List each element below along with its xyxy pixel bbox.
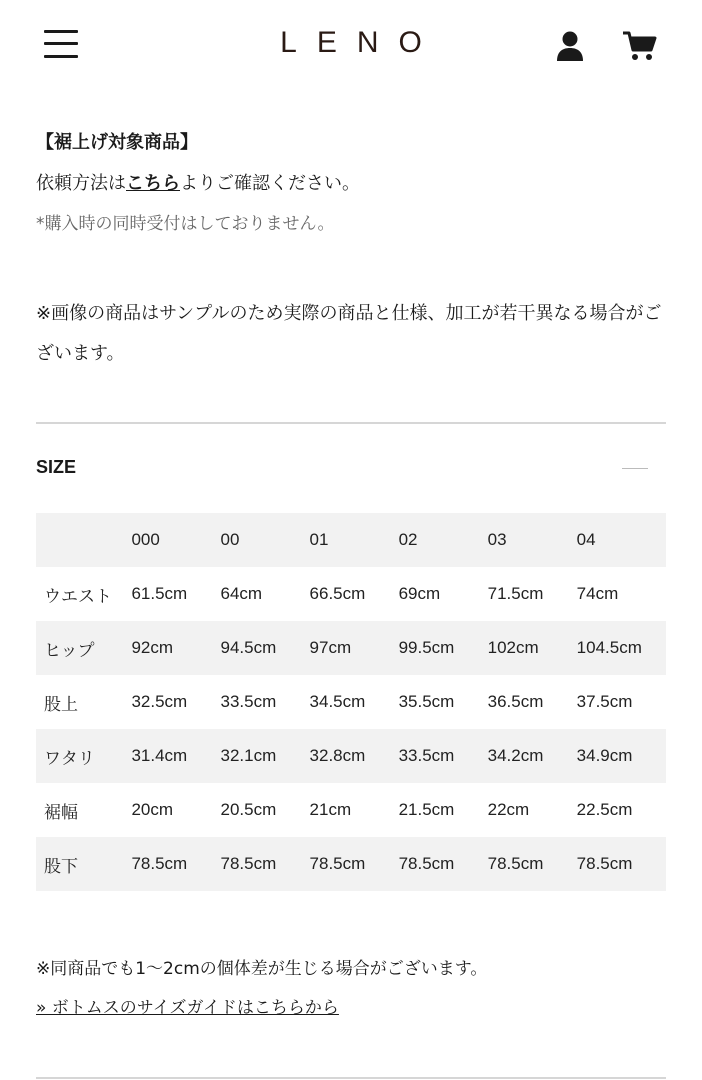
sample-disclaimer: ※画像の商品はサンプルのため実際の商品と仕様、加工が若干異なる場合がございます。: [36, 303, 662, 364]
size-section-heading[interactable]: SIZE: [36, 457, 77, 477]
table-cell: 33.5cm: [399, 729, 488, 783]
request-prefix: 依頼方法は: [36, 173, 126, 194]
size-guide-link[interactable]: » ボトムスのサイズガイドはこちらから: [36, 998, 339, 1018]
row-label: 股下: [36, 837, 131, 891]
hem-target-title: 【裾上げ対象商品】: [36, 132, 198, 153]
row-label: ヒップ: [36, 621, 131, 675]
table-cell: 34.2cm: [488, 729, 577, 783]
table-cell: 66.5cm: [309, 584, 366, 603]
section-divider: [36, 422, 666, 424]
table-cell: 31.4cm: [131, 729, 220, 783]
section-divider: [36, 1077, 666, 1079]
size-column-header: 03: [488, 513, 577, 567]
row-label: 股上: [44, 694, 78, 715]
table-cell: 78.5cm: [220, 837, 309, 891]
table-cell: 20.5cm: [220, 800, 277, 819]
table-cell: 34.5cm: [309, 692, 366, 711]
table-cell: 94.5cm: [220, 621, 309, 675]
user-icon[interactable]: [555, 30, 585, 62]
size-table-corner: [36, 513, 131, 567]
row-label: ウエスト: [44, 586, 112, 607]
table-cell: 102cm: [488, 621, 577, 675]
table-cell: 21.5cm: [398, 800, 455, 819]
table-cell: 22.5cm: [576, 800, 633, 819]
size-column-header: 000: [131, 513, 220, 567]
request-method-link[interactable]: こちら: [126, 173, 180, 194]
size-column-header: 00: [220, 513, 309, 567]
table-cell: 33.5cm: [220, 692, 277, 711]
table-cell: 97cm: [310, 621, 399, 675]
request-method-line: [36, 169, 360, 195]
table-cell: 99.5cm: [399, 621, 488, 675]
variance-note: ※同商品でも1〜2cmの個体差が生じる場合がございます。: [36, 959, 488, 979]
table-row: [36, 621, 666, 675]
table-cell: 22cm: [487, 800, 530, 819]
table-cell: 92cm: [131, 621, 220, 675]
size-column-header: 04: [577, 513, 666, 567]
table-row: [36, 567, 666, 621]
table-cell: 36.5cm: [487, 692, 544, 711]
table-cell: 34.9cm: [577, 729, 666, 783]
site-header: [0, 0, 702, 92]
table-cell: 104.5cm: [577, 621, 666, 675]
table-cell: 32.5cm: [131, 692, 188, 711]
cart-icon[interactable]: [622, 30, 658, 62]
table-cell: 32.1cm: [220, 729, 309, 783]
minus-icon[interactable]: [620, 458, 650, 482]
table-cell: 61.5cm: [131, 584, 188, 603]
size-table: [36, 513, 666, 891]
row-label: 裾幅: [44, 802, 78, 823]
table-cell: 32.8cm: [310, 729, 399, 783]
table-cell: 78.5cm: [310, 837, 399, 891]
table-cell: 64cm: [220, 584, 263, 603]
table-cell: 71.5cm: [487, 584, 544, 603]
table-cell: 78.5cm: [577, 837, 666, 891]
table-row: [36, 837, 666, 891]
purchase-note: *購入時の同時受付はしておりません。: [36, 214, 335, 234]
request-suffix: よりご確認ください。: [180, 173, 360, 194]
table-cell: 21cm: [309, 800, 352, 819]
table-cell: 69cm: [398, 584, 441, 603]
table-cell: 20cm: [131, 800, 174, 819]
size-table-header-row: [36, 513, 666, 567]
table-cell: 78.5cm: [399, 837, 488, 891]
table-row: [36, 783, 666, 837]
table-cell: 37.5cm: [576, 692, 633, 711]
table-cell: 35.5cm: [398, 692, 455, 711]
table-row: [36, 729, 666, 783]
site-logo[interactable]: LENO: [280, 26, 442, 59]
table-cell: 74cm: [576, 584, 619, 603]
size-column-header: 01: [310, 513, 399, 567]
table-cell: 78.5cm: [131, 837, 220, 891]
row-label: ワタリ: [36, 729, 131, 783]
size-column-header: 02: [399, 513, 488, 567]
table-row: [36, 675, 666, 729]
table-cell: 78.5cm: [488, 837, 577, 891]
